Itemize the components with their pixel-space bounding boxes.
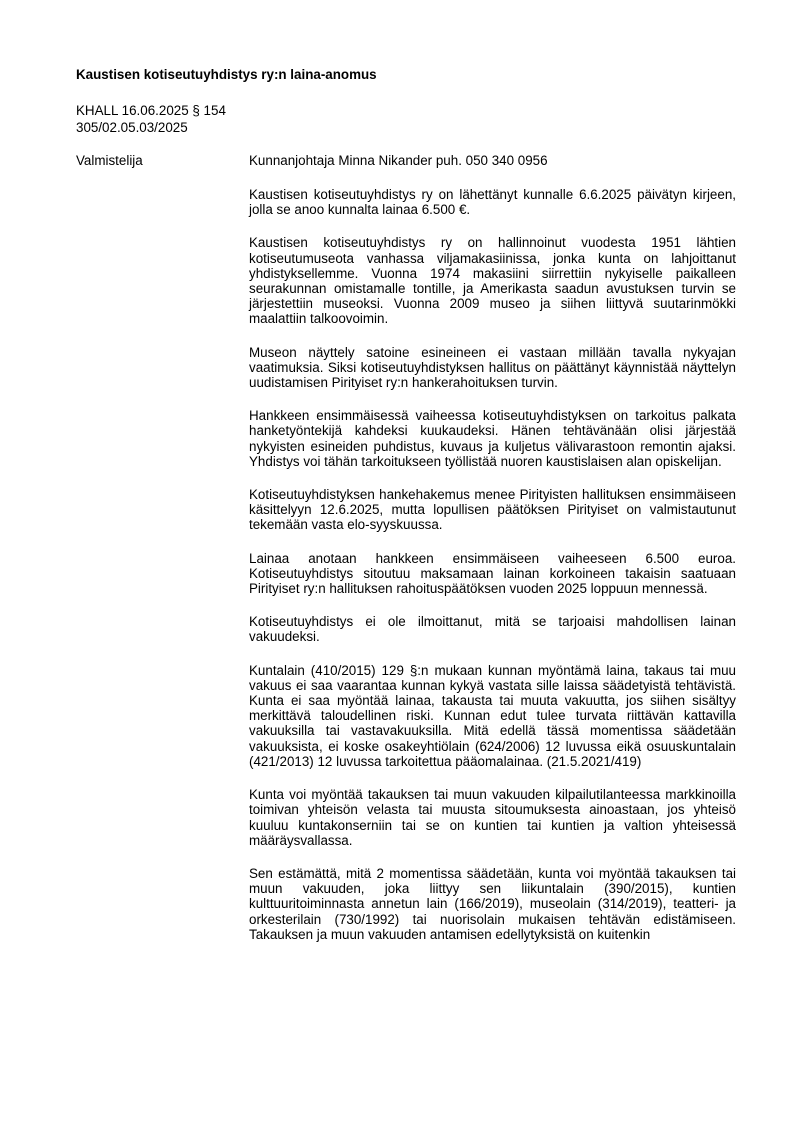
document-reference xyxy=(76,102,226,136)
paragraph: Museon näyttely satoine esineineen ei vastaan millään tavalla nykyajan vaatimuksia. Siksi kotiseutuyhdistyksen hallitus on päättänyt käynnistää näyttelyn uudistamisen Pirityiset ry:n hankerahoituksen turvin. xyxy=(249,344,736,391)
document-title: Kaustisen kotiseutuyhdistys ry:n laina-anomus xyxy=(76,67,377,82)
case-number: 305/02.05.03/2025 xyxy=(76,120,188,135)
paragraph: Kotiseutuyhdistyksen hankehakemus menee Pirityisten hallituksen ensimmäiseen käsittelyyn 12.6.2025, mutta lopullisen päätöksen Pirityiset on valmistautunut tekemään vasta elo-syyskuussa. xyxy=(249,487,736,533)
paragraph: Sen estämättä, mitä 2 momentissa säädetään, kunta voi myöntää takauksen tai muun vakuuden, joka liittyy sen liikuntalain (390/2015), kuntien kulttuuritoiminnasta annetun lain (166/2019), museolain (314/2019), teatteri- ja orkesterilain (730/1992) tai nuorisolain mukaisen tehtävän edistämiseen. Takauksen ja muun vakuuden antamisen edellytyksistä on kuitenkin xyxy=(249,865,736,942)
paragraph: Lainaa anotaan hankkeen ensimmäiseen vaiheeseen 6.500 euroa. Kotiseutuyhdistys sitoutuu maksamaan lainan korkoineen takaisin saatuaan Pirityiset ry:n hallituksen rahoituspäätöksen vuoden 2025 loppuun mennessä. xyxy=(249,550,736,597)
paragraph: Hankkeen ensimmäisessä vaiheessa kotiseutuyhdistyksen on tarkoitus palkata hanketyöntekijä kahdeksi kuukaudeksi. Hänen tehtävänään olisi järjestää nykyisten esineiden puhdistus, kuvaus ja kuljetus välivarastoon remontin ajaksi. Yhdistys voi tähän tarkoitukseen työllistää nuoren kaustislaisen alan opiskelijan. xyxy=(249,408,736,469)
paragraph: Kaustisen kotiseutuyhdistys ry on hallinnoinut vuodesta 1951 lähtien kotiseutumuseota vanhassa viljamakasiinissa, jonka kunta on lahjoittanut yhdistyksellemme. Vuonna 1974 makasiini siirrettiin nykyiselle paikalleen seurakunnan omistamalle tontille, ja Amerikasta saadun avustuksen turvin se järjestettiin museoksi. Vuonna 2009 museo ja siihen liittyvä suutarinmökki maalattiin talkoovoimin. xyxy=(249,235,736,327)
preparer-value: Kunnanjohtaja Minna Nikander puh. 050 340 0956 xyxy=(249,153,548,168)
paragraph: Kaustisen kotiseutuyhdistys ry on lähettänyt kunnalle 6.6.2025 päivätyn kirjeen, jolla se anoo kunnalta lainaa 6.500 €. xyxy=(249,187,736,218)
paragraph: Kunta voi myöntää takauksen tai muun vakuuden kilpailutilanteessa markkinoilla toimivan yhteisön velasta tai muusta sitoumuksesta ainoastaan, jos yhteisö kuuluu kuntakonserniin tai se on kuntien tai kuntien ja valtion yhteisessä määräysvallassa. xyxy=(249,787,736,848)
document-body xyxy=(249,187,736,960)
paragraph: Kotiseutuyhdistys ei ole ilmoittanut, mitä se tarjoaisi mahdollisen lainan vakuudeksi. xyxy=(249,614,736,645)
preparer-label: Valmistelija xyxy=(76,153,143,168)
meeting-reference: KHALL 16.06.2025 § 154 xyxy=(76,103,226,118)
paragraph: Kuntalain (410/2015) 129 §:n mukaan kunnan myöntämä laina, takaus tai muu vakuus ei saa vaarantaa kunnan kykyä vastata sille laissa säädetyistä tehtävistä. Kunta ei saa myöntää lainaa, takausta tai muuta vakuutta, jos siihen sisältyy merkittävä taloudellinen riski. Kunnan edut tulee turvata riittävän kattavilla vakuuksilla tai vastavakuuksilla. Mitä edellä tässä momentissa säädetään vakuuksista, ei koske osakeyhtiölain (624/2006) 12 luvussa eikä osuuskuntalain (421/2013) 12 luvussa tarkoitettua pääomalainaa. (21.5.2021/419) xyxy=(249,662,736,769)
